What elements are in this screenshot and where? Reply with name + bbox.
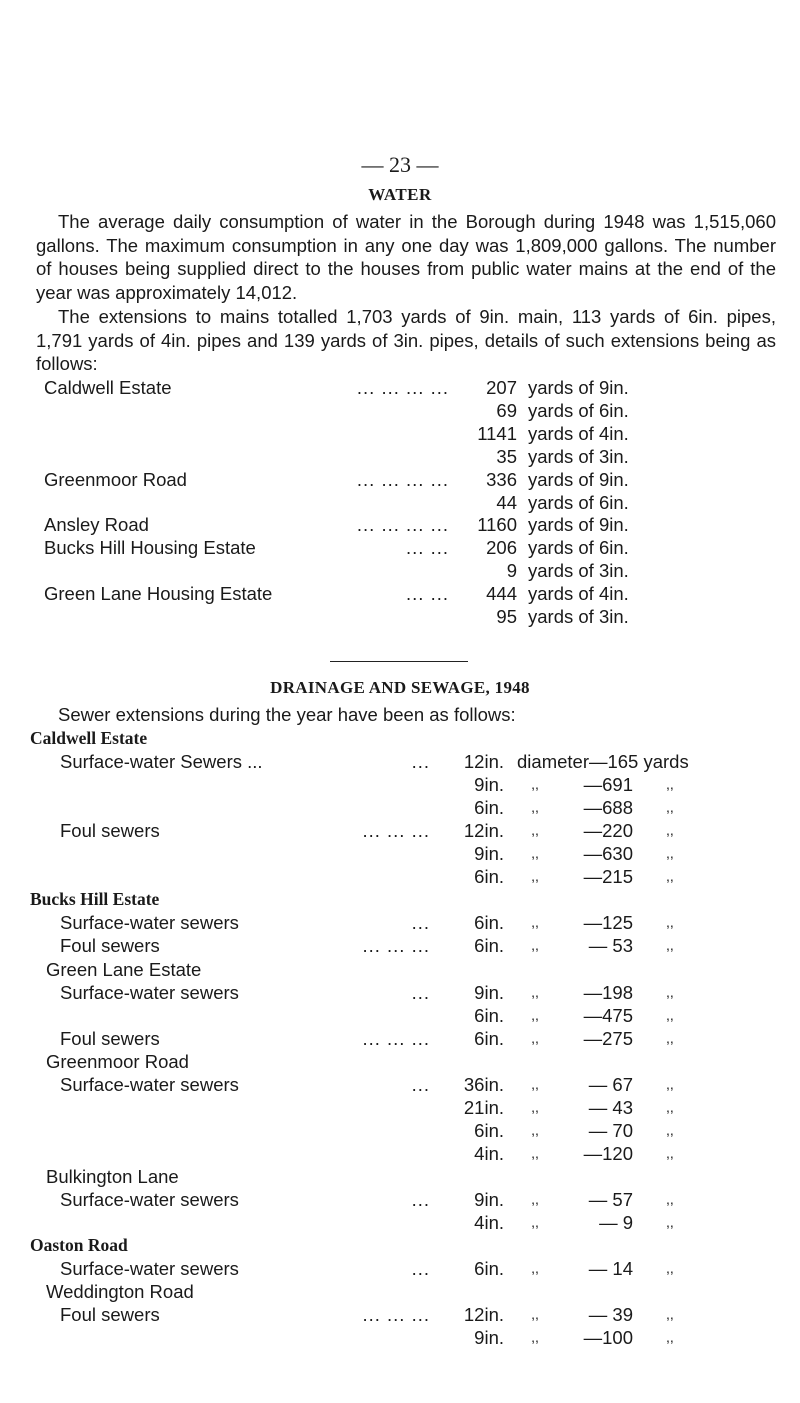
sewer-type: Foul sewers: [60, 935, 160, 957]
extension-quantity: 1160: [477, 514, 517, 536]
extension-unit: yards of 3in.: [528, 445, 629, 467]
ditto-mark: ,,: [666, 1098, 674, 1115]
ditto-mark: ,,: [666, 983, 674, 1000]
ditto-mark: ,,: [531, 937, 539, 954]
leader-dots: ...: [411, 912, 430, 934]
extension-quantity: 69: [496, 399, 517, 421]
sewer-row: [30, 796, 780, 819]
ditto-mark: ,,: [666, 1306, 674, 1323]
extension-unit: yards of 9in.: [528, 468, 629, 490]
leader-dots: ... ... ... ...: [356, 377, 449, 398]
sewer-row: [30, 1211, 780, 1234]
sewer-row: [30, 1142, 780, 1165]
sewer-row: [30, 842, 780, 865]
extension-row: [44, 422, 764, 445]
sewer-type: Surface-water sewers: [60, 912, 239, 934]
extension-row: [44, 491, 764, 514]
pipe-size: 36in.: [463, 1073, 504, 1095]
extension-unit: yards of 9in.: [528, 377, 629, 398]
sewer-type: Surface-water sewers: [60, 1258, 239, 1280]
pipe-size: 4in.: [474, 1212, 504, 1234]
sewer-row: [30, 819, 780, 842]
sewer-length: —275: [583, 1027, 633, 1049]
sewer-row: [30, 1027, 780, 1050]
sewer-row: [30, 1004, 780, 1027]
pipe-size: 12in.: [463, 820, 504, 842]
extension-quantity: 44: [496, 491, 517, 513]
extension-row: [44, 582, 764, 605]
pipe-size: 9in.: [474, 843, 504, 865]
extension-unit: yards of 6in.: [528, 491, 629, 513]
sewer-row: [30, 1326, 780, 1349]
extension-quantity: 9: [506, 560, 517, 582]
pipe-size: 6in.: [474, 912, 504, 934]
leader-dots: ...: [411, 1073, 430, 1095]
ditto-mark: ,,: [531, 1260, 539, 1277]
ditto-mark: ,,: [666, 1191, 674, 1207]
ditto-mark: ,,: [531, 799, 539, 816]
ditto-mark: ,,: [666, 1329, 674, 1346]
ditto-mark: ,,: [531, 1006, 539, 1023]
pipe-size: 6in.: [474, 1027, 504, 1049]
ditto-mark: ,,: [666, 776, 674, 793]
ditto-mark: ,,: [666, 1121, 674, 1138]
leader-dots: ... ... ...: [362, 820, 430, 842]
pipe-size: 6in.: [474, 866, 504, 888]
sewer-row: [30, 911, 780, 934]
pipe-size: 9in.: [474, 1189, 504, 1210]
estate-heading: [30, 1050, 780, 1073]
sewer-row: [30, 865, 780, 888]
leader-dots: ... ...: [406, 583, 449, 605]
extension-location: Bucks Hill Housing Estate: [44, 537, 256, 559]
sewer-type: Foul sewers: [60, 1027, 160, 1049]
sewer-length: — 9: [599, 1212, 633, 1234]
sewer-row: [30, 750, 780, 773]
pipe-size: 12in.: [463, 1304, 504, 1326]
ditto-mark: ,,: [531, 776, 539, 793]
sewer-length: —198: [583, 981, 633, 1003]
sewer-length: —125: [583, 912, 633, 934]
sewer-row: [30, 773, 780, 796]
pipe-size: 9in.: [474, 981, 504, 1003]
leader-dots: ... ... ...: [362, 1027, 430, 1049]
extension-location: Ansley Road: [44, 514, 149, 536]
ditto-mark: ,,: [531, 1191, 539, 1207]
extension-unit: yards of 3in.: [528, 560, 629, 582]
sewer-type: Surface-water sewers: [60, 1073, 239, 1095]
sewer-length: —630: [583, 843, 633, 865]
sewer-row: [30, 1096, 780, 1119]
pipe-size: 9in.: [474, 1327, 504, 1349]
sewer-row: [30, 1119, 780, 1142]
extension-location: Caldwell Estate: [44, 377, 172, 398]
extension-location: Green Lane Housing Estate: [44, 583, 273, 605]
sewer-length: — 70: [588, 1119, 633, 1141]
ditto-mark: ,,: [531, 1075, 539, 1092]
extension-unit: yards of 3in.: [528, 606, 629, 627]
extension-quantity: 95: [496, 606, 517, 627]
extension-row: [44, 559, 764, 582]
leader-dots: ...: [411, 1258, 430, 1280]
extension-quantity: 1141: [477, 422, 517, 444]
ditto-mark: ,,: [531, 1214, 539, 1231]
estate-name: Weddington Road: [46, 1281, 194, 1303]
leader-dots: ... ...: [406, 537, 449, 559]
ditto-mark: ,,: [666, 914, 674, 931]
sewer-length: — 53: [588, 935, 633, 957]
sewer-row: [30, 981, 780, 1004]
sewer-length: —120: [583, 1142, 633, 1164]
leader-dots: ...: [411, 981, 430, 1003]
ditto-mark: ,,: [531, 1144, 539, 1161]
ditto-mark: ,,: [531, 914, 539, 931]
estate-name: Greenmoor Road: [46, 1050, 189, 1072]
ditto-mark: ,,: [666, 1006, 674, 1023]
sewer-type: Surface-water sewers: [60, 981, 239, 1003]
leader-dots: ... ... ... ...: [356, 468, 449, 490]
extension-unit: yards of 4in.: [528, 583, 629, 605]
sewer-row: [30, 1073, 780, 1096]
pipe-size: 21in.: [463, 1096, 504, 1118]
sewer-type: Foul sewers: [60, 1304, 160, 1326]
extension-row: [44, 468, 764, 491]
leader-dots: ...: [411, 1189, 430, 1210]
ditto-mark: ,,: [666, 845, 674, 862]
extension-unit: yards of 4in.: [528, 422, 629, 444]
water-paragraph-2: The extensions to mains totalled 1,703 yards of 9in. main, 113 yards of 6in. pipes, 1,791 yards of 4in. pipes and 139 yards of 3in. pipes, details of such extensions being as follows:: [36, 306, 776, 374]
extension-unit: yards of 6in.: [528, 537, 629, 559]
leader-dots: ... ... ...: [362, 935, 430, 957]
drainage-heading: DRAINAGE AND SEWAGE, 1948: [270, 678, 530, 697]
leader-dots: ... ... ...: [362, 1304, 430, 1326]
extension-quantity: 206: [486, 537, 517, 559]
ditto-mark: ,,: [531, 1306, 539, 1323]
extension-row: [44, 399, 764, 422]
diameter-length: diameter—165 yards: [517, 751, 689, 773]
sewer-row: [30, 1188, 780, 1211]
ditto-mark: ,,: [531, 1029, 539, 1046]
estate-heading: [30, 1234, 780, 1257]
extension-unit: yards of 9in.: [528, 514, 629, 536]
extension-location: Greenmoor Road: [44, 468, 187, 490]
sewer-row: [30, 1257, 780, 1280]
sewer-length: —220: [583, 820, 633, 842]
extension-row: [44, 445, 764, 468]
pipe-size: 12in.: [463, 751, 504, 773]
pipe-size: 6in.: [474, 935, 504, 957]
sewer-length: — 67: [588, 1073, 633, 1095]
water-heading: WATER: [368, 185, 432, 204]
extension-quantity: 336: [486, 468, 517, 490]
estate-name: Caldwell Estate: [30, 728, 148, 748]
drainage-intro: Sewer extensions during the year have been as follows:: [58, 704, 516, 725]
estate-heading: [30, 958, 780, 981]
extension-row: [44, 513, 764, 536]
sewer-length: — 57: [588, 1189, 633, 1210]
extension-row: [44, 536, 764, 559]
sewer-row: [30, 1303, 780, 1326]
ditto-mark: ,,: [666, 1214, 674, 1231]
extension-quantity: 35: [496, 445, 517, 467]
sewer-type: Foul sewers: [60, 820, 160, 842]
sewer-length: —215: [583, 866, 633, 888]
pipe-size: 9in.: [474, 774, 504, 796]
leader-dots: ... ... ... ...: [356, 514, 449, 536]
extension-unit: yards of 6in.: [528, 399, 629, 421]
ditto-mark: ,,: [666, 799, 674, 816]
ditto-mark: ,,: [531, 983, 539, 1000]
ditto-mark: ,,: [666, 1260, 674, 1277]
ditto-mark: ,,: [531, 1329, 539, 1346]
pipe-size: 6in.: [474, 1258, 504, 1280]
estate-name: Bulkington Lane: [46, 1165, 179, 1187]
extension-quantity: 207: [486, 377, 517, 398]
extension-row: [44, 376, 764, 399]
ditto-mark: ,,: [666, 1029, 674, 1046]
ditto-mark: ,,: [531, 822, 539, 839]
sewer-length: — 14: [588, 1258, 633, 1280]
sewer-length: — 39: [588, 1304, 633, 1326]
pipe-size: 4in.: [474, 1142, 504, 1164]
estate-name: Bucks Hill Estate: [30, 889, 160, 910]
leader-dots: ...: [411, 751, 430, 773]
section-divider: [330, 661, 468, 662]
pipe-size: 6in.: [474, 1004, 504, 1026]
ditto-mark: ,,: [666, 1075, 674, 1092]
page-number: — 23 —: [361, 152, 439, 177]
estate-heading: [30, 1280, 780, 1303]
ditto-mark: ,,: [666, 1144, 674, 1161]
ditto-mark: ,,: [531, 868, 539, 885]
sewer-length: —475: [583, 1004, 633, 1026]
ditto-mark: ,,: [666, 822, 674, 839]
ditto-mark: ,,: [666, 937, 674, 954]
extension-quantity: 444: [486, 583, 517, 605]
sewer-length: —691: [583, 774, 633, 796]
pipe-size: 6in.: [474, 797, 504, 819]
estate-name: Oaston Road: [30, 1235, 128, 1256]
ditto-mark: ,,: [666, 868, 674, 885]
water-paragraph-1: The average daily consumption of water in the Borough during 1948 was 1,515,060 gallons. The maximum consumption in any one day was 1,809,000 gallons. The number of houses being supplied direct to the houses from public water mains at the end of the year was approximately 14,012.: [36, 211, 776, 303]
sewer-type: Surface-water Sewers ...: [60, 751, 263, 773]
pipe-size: 6in.: [474, 1119, 504, 1141]
estate-heading: [30, 1165, 780, 1188]
sewer-type: Surface-water sewers: [60, 1189, 239, 1210]
ditto-mark: ,,: [531, 1121, 539, 1138]
sewer-length: —688: [583, 797, 633, 819]
estate-heading: [30, 727, 780, 750]
sewer-length: — 43: [588, 1096, 633, 1118]
ditto-mark: ,,: [531, 845, 539, 862]
estate-heading: [30, 888, 780, 911]
estate-name: Green Lane Estate: [46, 958, 202, 980]
extension-row: [44, 605, 764, 628]
sewer-row: [30, 934, 780, 957]
ditto-mark: ,,: [531, 1098, 539, 1115]
sewer-length: —100: [583, 1327, 633, 1349]
